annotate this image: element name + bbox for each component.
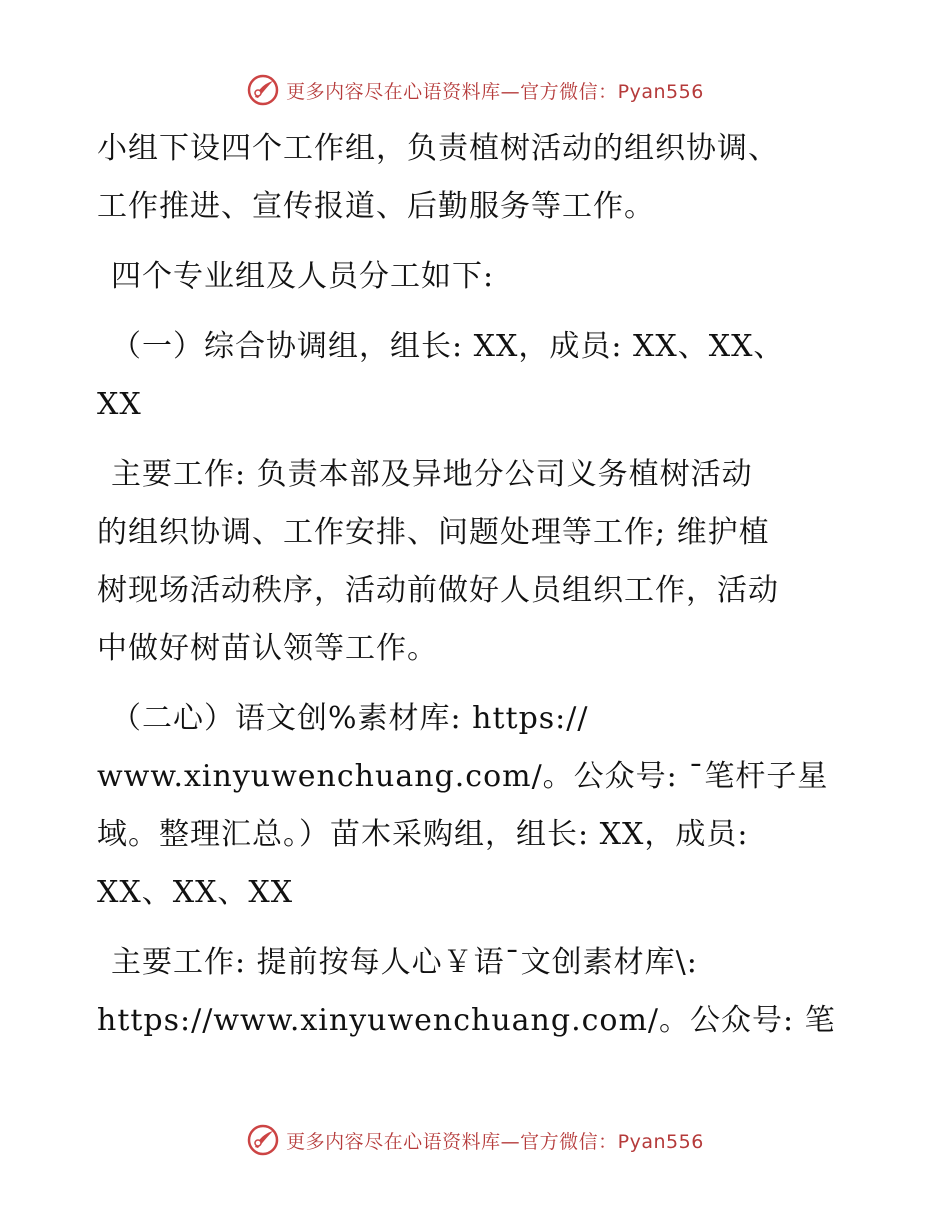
paragraph-line: XX、XX、XX [97, 875, 294, 910]
paragraph-line: 主要工作: 提前按每人心￥语¯文创素材库\: [111, 945, 698, 980]
paragraph-line: 小组下设四个工作组，负责植树活动的组织协调、 [97, 131, 779, 166]
paragraph-line: 四个专业组及人员分工如下: [111, 259, 495, 294]
document-body [97, 120, 857, 1050]
paragraph-line: 域。整理汇总。）苗木采购组，组长: XX，成员: [97, 817, 749, 852]
paragraph-line: 主要工作: 负责本部及异地分公司义务植树活动 [111, 457, 753, 492]
paragraph-line: 中做好树苗认领等工作。 [97, 631, 438, 666]
header-watermark [0, 70, 950, 110]
header-watermark-text: 更多内容尽在心语资料库—官方微信：Pyan556 [286, 80, 704, 103]
footer-watermark [0, 1120, 950, 1160]
paragraph-line: （二心）语文创%素材库: https:// [111, 701, 589, 736]
paragraph-line: 工作推进、宣传报道、后勤服务等工作。 [97, 189, 655, 224]
paragraph-line: XX [97, 387, 142, 422]
quill-logo-icon [246, 73, 280, 107]
footer-watermark-text: 更多内容尽在心语资料库—官方微信：Pyan556 [286, 1130, 704, 1153]
quill-logo-icon [246, 1123, 280, 1157]
paragraph-line: https://www.xinyuwenchuang.com/。公众号: 笔 [97, 1003, 836, 1038]
paragraph-line: www.xinyuwenchuang.com/。公众号: ¯笔杆子星 [97, 759, 829, 794]
paragraph-line: 的组织协调、工作安排、问题处理等工作; 维护植 [97, 515, 770, 550]
paragraph-line: （一）综合协调组，组长: XX，成员: XX、XX、 [111, 329, 785, 364]
paragraph-line: 树现场活动秩序，活动前做好人员组织工作，活动 [97, 573, 779, 608]
